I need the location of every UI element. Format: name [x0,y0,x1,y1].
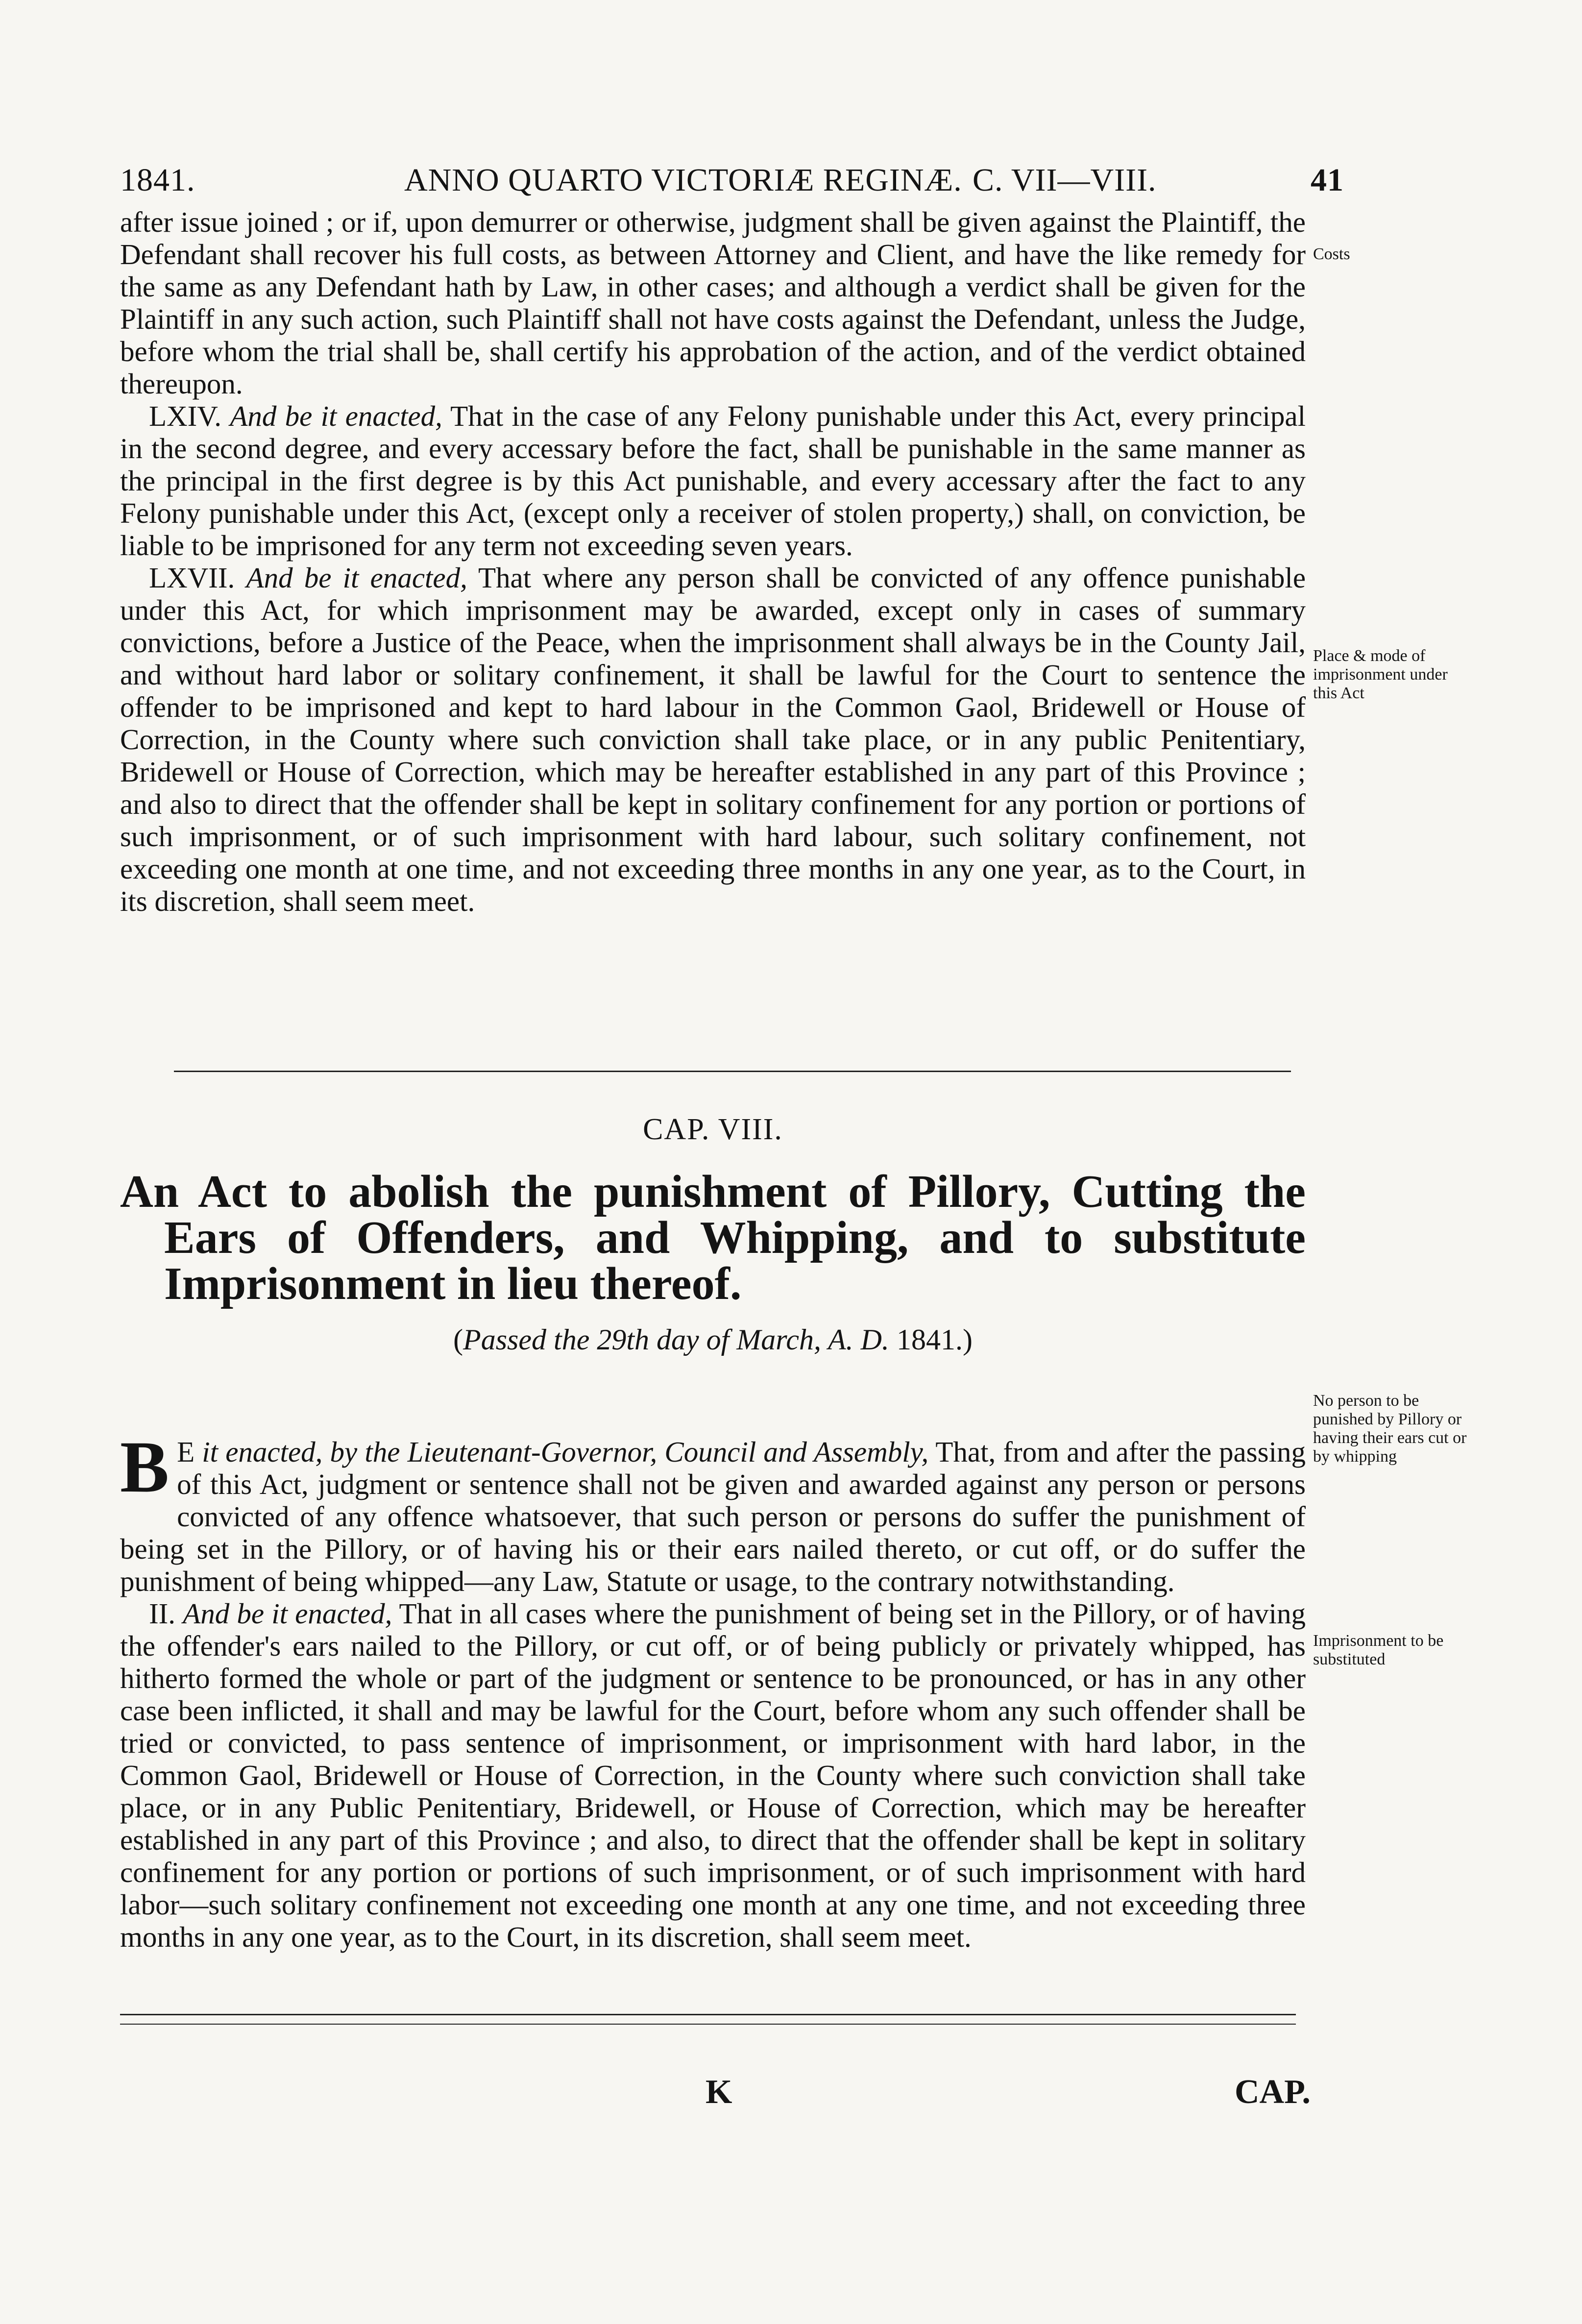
paragraph-ii [120,1597,1306,1953]
section-divider [174,1071,1291,1072]
margin-note-costs: Costs [1313,245,1350,263]
footer-rule-bottom [120,2024,1296,2025]
section-text-lxiv: That in the case of any Felony punishable under this Act, every principal in the second degree, and every accessary before the fact, shall be punishable in the same manner as the principal in the first degree is by this Act punishable, and every accessary after the fact to any Felony punishable under this Act, (except only a receiver of stolen property,) shall, on conviction, be liable to be imprisoned for any term not exceeding seven years. [120,400,1306,562]
section-top-text [120,206,1306,917]
section-text-ii: That in all cases where the punishment of being set in the Pillory, or of having the offender's ears nailed to the Pillory, or cut off, or of being publicly or privately whipped, has hitherto formed the whole or part of the judgment or sentence to be pronounced, or has in any other case been inflicted, it shall and may be lawful for the Court, before whom any such offender shall be tried or convicted, to pass sentence of imprisonment, or imprisonment with hard labor, in the Common Gaol, Bridewell or House of Correction, in the County where such conviction shall take place, or in any Public Penitentiary, Bridewell, or House of Correction, which may be hereafter established in any part of this Province ; and also, to direct that the offender shall be kept in solitary confinement for any portion or portions of such imprisonment, or of such imprisonment with hard labor—such solitary confinement not exceeding one month at any one time, and not exceeding three months in any one year, as to the Court, in its discretion, shall seem meet. [120,1597,1306,1953]
header-year: 1841. [120,162,195,198]
footer-rule-top [120,2014,1296,2015]
section-text-i: That, from and after the passing of this Act, judgment or sentence shall not be given and awarded against any person or persons convicted of any offence whatsoever, that such person or persons do suffer the punishment of being set in the Pillory, or of having his or their ears nailed thereto, or cut off, or do suffer the punishment of being whipped—any Law, Statute or usage, to the contrary notwithstanding. [120,1436,1306,1597]
act-title: An Act to abolish the punishment of Pillory, Cutting the Ears of Offenders, and Whipping, and to substitute Imprisonment in lieu thereof. [120,1166,1306,1309]
passed-year: 1841. [896,1323,963,1356]
cap-viii-text [120,1426,1306,1953]
margin-note-imprisonment: Imprisonment to be substituted [1313,1632,1444,1668]
header-chapter: C. VII—VIII. [973,162,1157,198]
cap-heading: CAP. VIII. [643,1113,783,1146]
section-number-ii: II. [149,1597,176,1630]
paragraph-lxvii [120,562,1306,917]
paragraph-costs: after issue joined ; or if, upon demurrer or otherwise, judgment shall be given against the Plaintiff, the Defendant shall recover his full costs, as between Attorney and Client, and have the like remedy for the same as any Defendant hath by Law, in other cases; and although a verdict shall be given for the Plaintiff in any such action, such Plaintiff shall not have costs against the Defendant, unless the Judge, before whom the trial shall be, shall certify his approbation of the action, and of the verdict obtained thereupon. [120,206,1306,400]
enacting-clause-lxvii: And be it enacted, [246,562,467,594]
page-number: 41 [1311,162,1344,198]
catchword: CAP. [1235,2073,1311,2111]
enacting-clause-lxiv: And be it enacted, [230,400,442,432]
drop-cap: B [120,1426,170,1508]
passed-date-text: Passed the 29th day of March, A. D. [463,1323,889,1356]
paragraph-enacting [120,1426,1306,1597]
enact-first-letter: E [177,1436,195,1468]
enacting-clause-main: it enacted, by the Lieutenant-Governor, Council and Assembly, [195,1436,929,1468]
paragraph-lxiv [120,400,1306,562]
signature-mark: K [706,2073,732,2111]
margin-note-place-mode: Place & mode of imprisonment under this Act [1313,647,1448,702]
enacting-clause-ii: And be it enacted, [183,1597,392,1630]
section-number-lxiv: LXIV. [149,400,222,432]
section-number-lxvii: LXVII. [149,562,235,594]
passed-date: (Passed the 29th day of March, A. D. 1841.) [453,1323,973,1356]
header-title: ANNO QUARTO VICTORIÆ REGINÆ. [404,162,962,198]
section-text-lxvii: That where any person shall be convicted of any offence punishable under this Act, for which imprisonment may be awarded, except only in cases of summary convictions, before a Justice of the Peace, when the imprisonment shall always be in the County Jail, and without hard labor or solitary confinement, it shall be lawful for the Court to sentence the offender to be imprisoned and kept to hard labour in the Common Gaol, Bridewell or House of Correction, in the County where such conviction shall take place, or in any public Penitentiary, Bridewell or House of Correction, which may be hereafter established in any part of this Province ; and also to direct that the offender shall be kept in solitary confinement for any portion or portions of such imprisonment, or of such imprisonment with hard labour, such solitary confinement, not exceeding one month at one time, and not exceeding three months in any one year, as to the Court, in its discretion, shall seem meet. [120,562,1306,917]
margin-note-no-person: No person to be punished by Pillory or having their ears cut or by whipping [1313,1392,1467,1466]
